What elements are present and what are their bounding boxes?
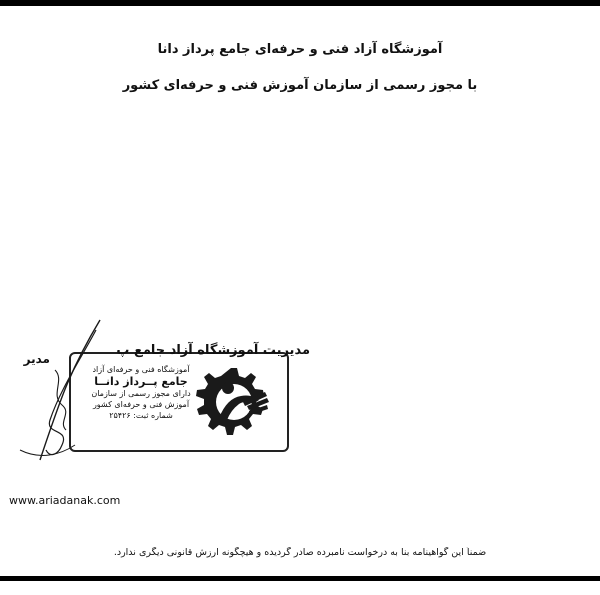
top-border-rule — [0, 0, 600, 6]
stamp-header-overlap: مدیر — [23, 352, 50, 366]
stamp-line-2: جامع پــرداز دانــا — [94, 375, 188, 388]
stamp-line-3: دارای مجوز رسمی از سازمان — [91, 389, 191, 398]
handwritten-signature — [0, 310, 180, 470]
stamp-line-5: شماره ثبت: ۲۵۴۲۶ — [109, 411, 173, 420]
stamp-line-1: آموزشگاه فنی و حرفه‌ای آزاد — [92, 365, 190, 374]
license-subtitle: با مجوز رسمی از سازمان آموزش فنی و حرفه‌ای کشور — [122, 78, 478, 93]
bottom-border-rule — [0, 576, 600, 581]
legal-disclaimer: ضمناً این گواهینامه بنا به درخواست نامبرده صادر گردیده و هیچگونه ارزش قانونی دیگری ندارد. — [113, 547, 487, 558]
website-link[interactable]: www.ariadanak.com — [9, 494, 121, 507]
gear-book-logo-icon — [191, 360, 277, 444]
institute-title: آموزشگاه آزاد فنی و حرفه‌ای جامع پرداز دانا — [157, 42, 443, 57]
director-title: مدیریت آموزشگاه آزاد جامع پ — [116, 343, 310, 358]
stamp-line-4: آموزش فنی و حرفه‌ای کشور — [92, 400, 190, 409]
